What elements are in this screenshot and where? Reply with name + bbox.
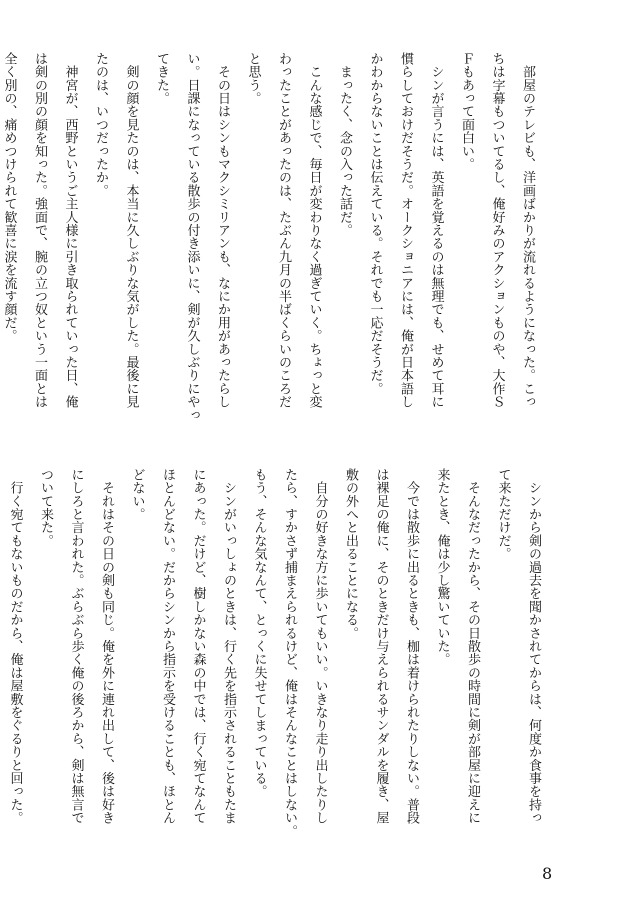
text-line: 部屋のテレビも、洋画ばかりが流れるようになった。こっ (520, 52, 535, 409)
text-line: 自分の好きな方に歩いてもいい。いきなり走り出したりし (312, 468, 328, 825)
text-line: わったことがあったのは、たぶん九月の半ばくらいのころだ (276, 52, 291, 409)
text-line: てきた。 (154, 52, 169, 105)
text-line: にしろと言われた。ぶらぶら歩く俺の後ろから、剣は無言で (68, 468, 84, 825)
text-line: 剣の顔を見たのは、本当に久しぶりな気がした。最後に見 (123, 52, 139, 409)
text-line: 今では散歩に出るときも、枷は着けられたりしない。普段 (404, 468, 419, 825)
text-line: 来たとき、俺は少し驚いていた。 (434, 468, 450, 666)
text-line: それはその日の剣も同じ。俺を外に連れ出して、後は好き (99, 468, 114, 825)
text-line: 行く宛てもないものだから、俺は屋敷をぐるりと回った。 (7, 468, 23, 825)
text-line: ほとんどない。だからシンから指示を受けることも、ほとん (160, 468, 175, 825)
text-line: 全く別の、痛めつけられて歓喜に涙を流す顔だ。 (1, 52, 17, 343)
text-line: そんなだったから、その日散歩の時間に剣が部屋に迎えに (465, 468, 480, 825)
text-line: もう、そんな気なんて、とっくに失せてしまっている。 (251, 468, 267, 798)
lower-text-block (0, 468, 548, 868)
text-line: たのは、いつだったか。 (93, 52, 108, 198)
text-line: どない。 (129, 468, 145, 521)
text-line: い。日課になっている散歩の付き添いに、剣が久しぶりにやっ (184, 52, 200, 422)
text-line: かわからないことは伝えている。それでも一応だそうだ。 (367, 52, 383, 396)
text-line: 神宮が、西野というご主人様に引き取られていった日、俺 (62, 52, 78, 409)
text-line: まったく、念の入った話だ。 (337, 52, 352, 237)
text-line: その日はシンもマクシミリアンも、なにか用があったらし (215, 52, 230, 409)
text-line: 慣らしておけだそうだ。オークショニアには、俺が日本語し (398, 52, 413, 409)
text-line: 敷の外へと出ることになる。 (343, 468, 358, 640)
page-number: 8 (542, 864, 553, 883)
upper-text-block (0, 52, 542, 448)
text-line: にあった。だけど、樹しかない森の中では、行く宛てなんて (190, 468, 206, 825)
text-line: たら、すかさず捕まえられるけど、俺はそんなことはしない。 (282, 468, 297, 838)
text-line: ついて来た。 (38, 468, 53, 548)
text-line: て来ただけだ。 (495, 468, 511, 561)
text-line: と思う。 (245, 52, 261, 105)
text-line: シンがいっしょのときは、行く先を指示されることもたま (221, 468, 236, 825)
text-line: Ｆもあって面白い。 (459, 52, 474, 171)
text-line: は裸足の俺に、そのときだけ与えられるサンダルを履き、屋 (373, 468, 389, 825)
text-line: こんな感じで、毎日が変わりなく過ぎていく。ちょっと変 (306, 52, 322, 409)
text-line: は剣の別の顔を知った。強面で、腕の立つ奴という一面とは (32, 52, 47, 409)
text-line: シンから剣の過去を聞かされてからは、何度か食事を持っ (526, 468, 541, 825)
text-line: シンが言うには、英語を覚えるのは無理でも、せめて耳に (428, 52, 444, 409)
text-line: ちは字幕もついてるし、俺好みのアクションものや、大作Ｓ (489, 52, 505, 409)
